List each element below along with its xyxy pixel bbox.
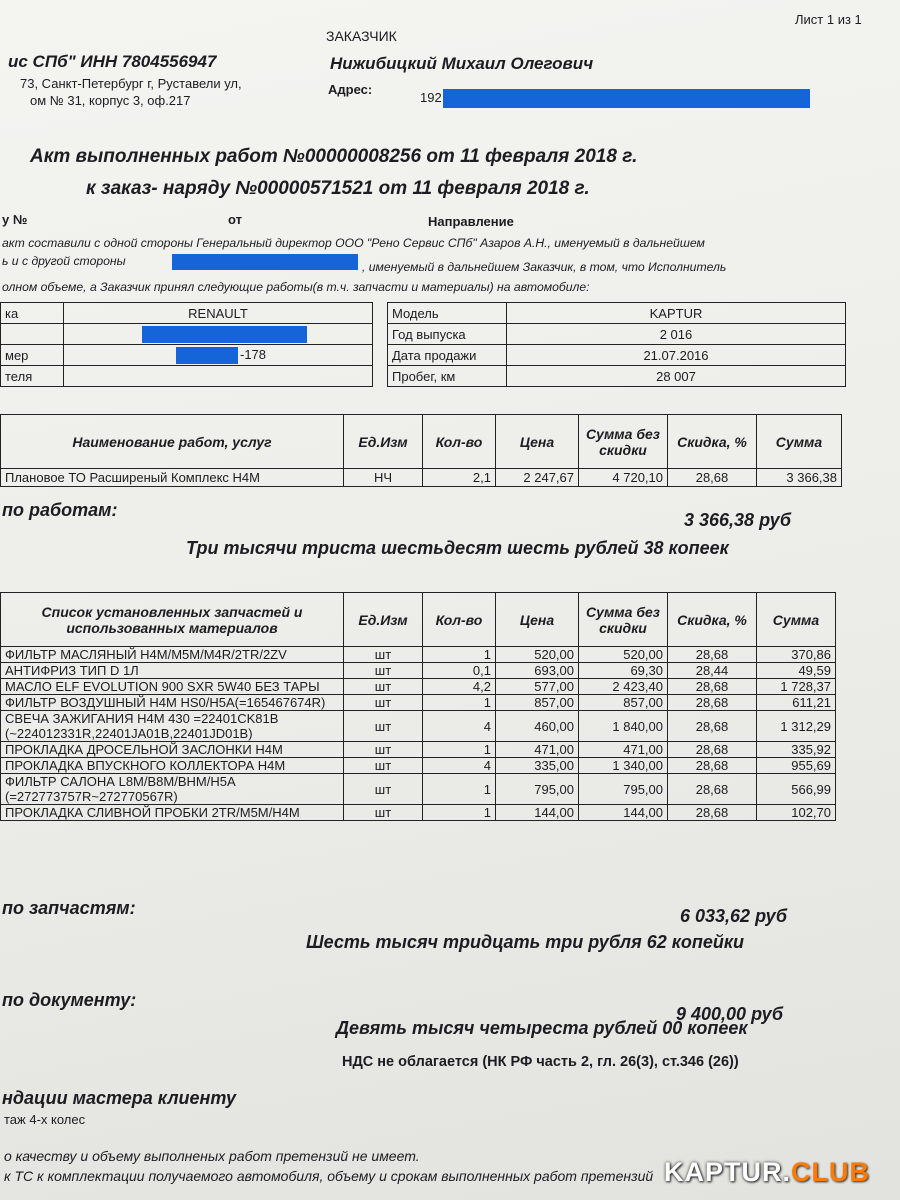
watermark-logo [664,1157,870,1188]
part-sum: 611,21 [757,695,836,711]
table-row [1,469,842,487]
works-total-label: по работам: [2,500,118,520]
footer-line2: к ТС к комплектации получаемого автомобиля, объему и срокам выполненных работ претензий [4,1168,654,1184]
vehicle-right-value: 2 016 [507,324,846,345]
vehicle-right-value: KAPTUR [507,303,846,324]
part-price: 460,00 [496,711,579,742]
part-price: 693,00 [496,663,579,679]
part-sum-nodisc: 1 340,00 [579,758,668,774]
part-sum: 102,70 [757,805,836,821]
works-header: Сумма [757,415,842,469]
works-header: Кол-во [423,415,496,469]
part-qty: 1 [423,695,496,711]
address-value: 192 [420,90,442,105]
part-price: 144,00 [496,805,579,821]
part-name: ФИЛЬТР ВОЗДУШНЫЙ H4M HS0/H5A(=165467674R) [1,695,344,711]
part-name: АНТИФРИЗ ТИП D 1Л [1,663,344,679]
part-discount: 28,68 [668,742,757,758]
table-row [1,758,836,774]
executor-redaction [172,254,358,270]
address-label: Адрес: [328,82,373,97]
plate-redaction [176,347,238,364]
direction-label: Направление [428,214,514,229]
plate-cell [64,345,373,366]
part-price: 857,00 [496,695,579,711]
work-unit: НЧ [344,469,423,487]
intro-paragraph-line2b: , именуемый в дальнейшем Заказчик, в том, что Исполнитель [362,260,727,274]
vehicle-left-label: теля [1,366,64,387]
part-sum-nodisc: 520,00 [579,647,668,663]
vehicle-right-value: 21.07.2016 [507,345,846,366]
part-qty: 1 [423,805,496,821]
order-date-label: от [228,212,242,227]
vehicle-right-label: Модель [388,303,507,324]
part-sum: 1 312,29 [757,711,836,742]
part-unit: шт [344,774,423,805]
part-sum: 1 728,37 [757,679,836,695]
part-unit: шт [344,663,423,679]
vehicle-left-label: мер [1,345,64,366]
part-name: ФИЛЬТР МАСЛЯНЫЙ H4M/M5M/M4R/2TR/2ZV [1,647,344,663]
part-discount: 28,68 [668,647,757,663]
table-row [1,711,836,742]
works-header: Ед.Изм [344,415,423,469]
parts-header: Список установленных запчастей и использованных материалов [1,593,344,647]
part-unit: шт [344,805,423,821]
part-unit: шт [344,758,423,774]
document-total-label: по документу: [2,990,137,1010]
part-name: ПРОКЛАДКА ВПУСКНОГО КОЛЛЕКТОРА H4M [1,758,344,774]
intro-paragraph-line1: акт составили с одной стороны Генеральный директор ООО "Рено Сервис СПб" Азаров А.Н., именуемый в дальнейшем [2,236,705,250]
table-row [1,695,836,711]
vehicle-table [0,302,846,387]
recommendations-item: таж 4-х колес [4,1112,86,1127]
works-header: Цена [496,415,579,469]
works-total-value: 3 366,38 руб [684,510,791,530]
part-sum: 566,99 [757,774,836,805]
parts-header: Кол-во [423,593,496,647]
parts-header: Ед.Изм [344,593,423,647]
work-sum-nodisc: 4 720,10 [579,469,668,487]
part-unit: шт [344,679,423,695]
part-qty: 4,2 [423,679,496,695]
part-discount: 28,68 [668,805,757,821]
parts-header: Сумма без скидки [579,593,668,647]
part-sum-nodisc: 1 840,00 [579,711,668,742]
company-line: ис СПб" ИНН 7804556947 [8,52,217,71]
vehicle-right-label: Дата продажи [388,345,507,366]
part-price: 520,00 [496,647,579,663]
part-unit: шт [344,647,423,663]
order-number-label: у № [2,212,28,227]
parts-header: Сумма [757,593,836,647]
vin-redaction [142,326,307,343]
work-sum: 3 366,38 [757,469,842,487]
document-total-words: Девять тысяч четыреста рублей 00 копеек [336,1018,748,1038]
vehicle-right-label: Пробег, км [388,366,507,387]
parts-header: Цена [496,593,579,647]
part-discount: 28,68 [668,774,757,805]
table-row [1,663,836,679]
table-row [1,805,836,821]
part-sum-nodisc: 471,00 [579,742,668,758]
part-sum-nodisc: 144,00 [579,805,668,821]
part-unit: шт [344,711,423,742]
table-row [1,647,836,663]
vin-cell [64,324,373,345]
sheet-number: Лист 1 из 1 [795,12,862,27]
part-qty: 1 [423,742,496,758]
work-discount: 28,68 [668,469,757,487]
part-sum: 370,86 [757,647,836,663]
part-price: 795,00 [496,774,579,805]
part-qty: 1 [423,774,496,805]
vat-note: НДС не облагается (НК РФ часть 2, гл. 26(3), ст.346 (26)) [342,1054,739,1070]
part-discount: 28,68 [668,679,757,695]
works-header: Скидка, % [668,415,757,469]
customer-label: ЗАКАЗЧИК [326,28,397,44]
part-name: СВЕЧА ЗАЖИГАНИЯ H4M 430 =22401CK81B (~224012331R,22401JA01B,22401JD01B) [1,711,344,742]
parts-table [0,592,836,821]
recommendations-title: ндации мастера клиенту [2,1088,236,1108]
vehicle-left-label: ка [1,303,64,324]
company-address-line2: ом № 31, корпус 3, оф.217 [30,93,191,108]
document-total-value: 9 400,00 руб [676,1004,783,1024]
part-name: МАСЛО ELF EVOLUTION 900 SXR 5W40 БЕЗ ТАРЫ [1,679,344,695]
part-qty: 4 [423,758,496,774]
part-qty: 1 [423,647,496,663]
part-discount: 28,68 [668,758,757,774]
parts-total-label: по запчастям: [2,898,136,918]
vehicle-right-value: 28 007 [507,366,846,387]
part-name: ФИЛЬТР САЛОНА L8M/B8M/BHM/H5A (=272773757R~272770567R) [1,774,344,805]
table-row [1,774,836,805]
parts-body [1,647,836,821]
work-qty: 2,1 [423,469,496,487]
watermark-part2: CLUB [791,1157,870,1187]
part-sum: 955,69 [757,758,836,774]
watermark-part1: KAPTUR. [664,1157,791,1187]
intro-paragraph-line3: олном объеме, а Заказчик принял следующие работы(в т.ч. запчасти и материалы) на автомобиле: [2,280,590,294]
part-qty: 0,1 [423,663,496,679]
vehicle-right-label: Год выпуска [388,324,507,345]
vehicle-left-label [1,324,64,345]
table-row [1,679,836,695]
address-redaction [443,89,810,108]
works-header: Сумма без скидки [579,415,668,469]
part-discount: 28,68 [668,695,757,711]
footer-line1: о качеству и объему выполненых работ претензий не имеет. [4,1148,420,1164]
part-price: 577,00 [496,679,579,695]
part-price: 335,00 [496,758,579,774]
part-sum-nodisc: 795,00 [579,774,668,805]
part-price: 471,00 [496,742,579,758]
company-address-line1: 73, Санкт-Петербург г, Руставели ул, [20,76,242,91]
work-name: Плановое ТО Расширеный Комплекс H4M [1,469,344,487]
part-name: ПРОКЛАДКА СЛИВНОЙ ПРОБКИ 2TR/M5M/H4M [1,805,344,821]
parts-total-value: 6 033,62 руб [680,906,787,926]
part-discount: 28,68 [668,711,757,742]
part-sum-nodisc: 69,30 [579,663,668,679]
works-header: Наименование работ, услуг [1,415,344,469]
act-title: Акт выполненных работ №00000008256 от 11 февраля 2018 г. [30,146,638,167]
part-unit: шт [344,742,423,758]
part-sum-nodisc: 857,00 [579,695,668,711]
parts-total-words: Шесть тысяч тридцать три рубля 62 копейки [306,932,744,952]
part-sum-nodisc: 2 423,40 [579,679,668,695]
part-name: ПРОКЛАДКА ДРОСЕЛЬНОЙ ЗАСЛОНКИ H4M [1,742,344,758]
work-price: 2 247,67 [496,469,579,487]
part-qty: 4 [423,711,496,742]
part-sum: 335,92 [757,742,836,758]
order-title: к заказ- наряду №00000571521 от 11 февраля 2018 г. [86,178,590,199]
part-unit: шт [344,695,423,711]
works-table [0,414,842,487]
works-total-words: Три тысячи триста шестьдесят шесть рублей 38 копеек [186,538,729,558]
customer-name: Нижибицкий Михаил Олегович [330,54,594,73]
table-row [1,742,836,758]
part-discount: 28,44 [668,663,757,679]
intro-paragraph-line2a: ь и с другой стороны [2,254,126,268]
plate-suffix: -178 [240,347,267,362]
vehicle-make: RENAULT [64,303,373,324]
part-sum: 49,59 [757,663,836,679]
parts-header: Скидка, % [668,593,757,647]
